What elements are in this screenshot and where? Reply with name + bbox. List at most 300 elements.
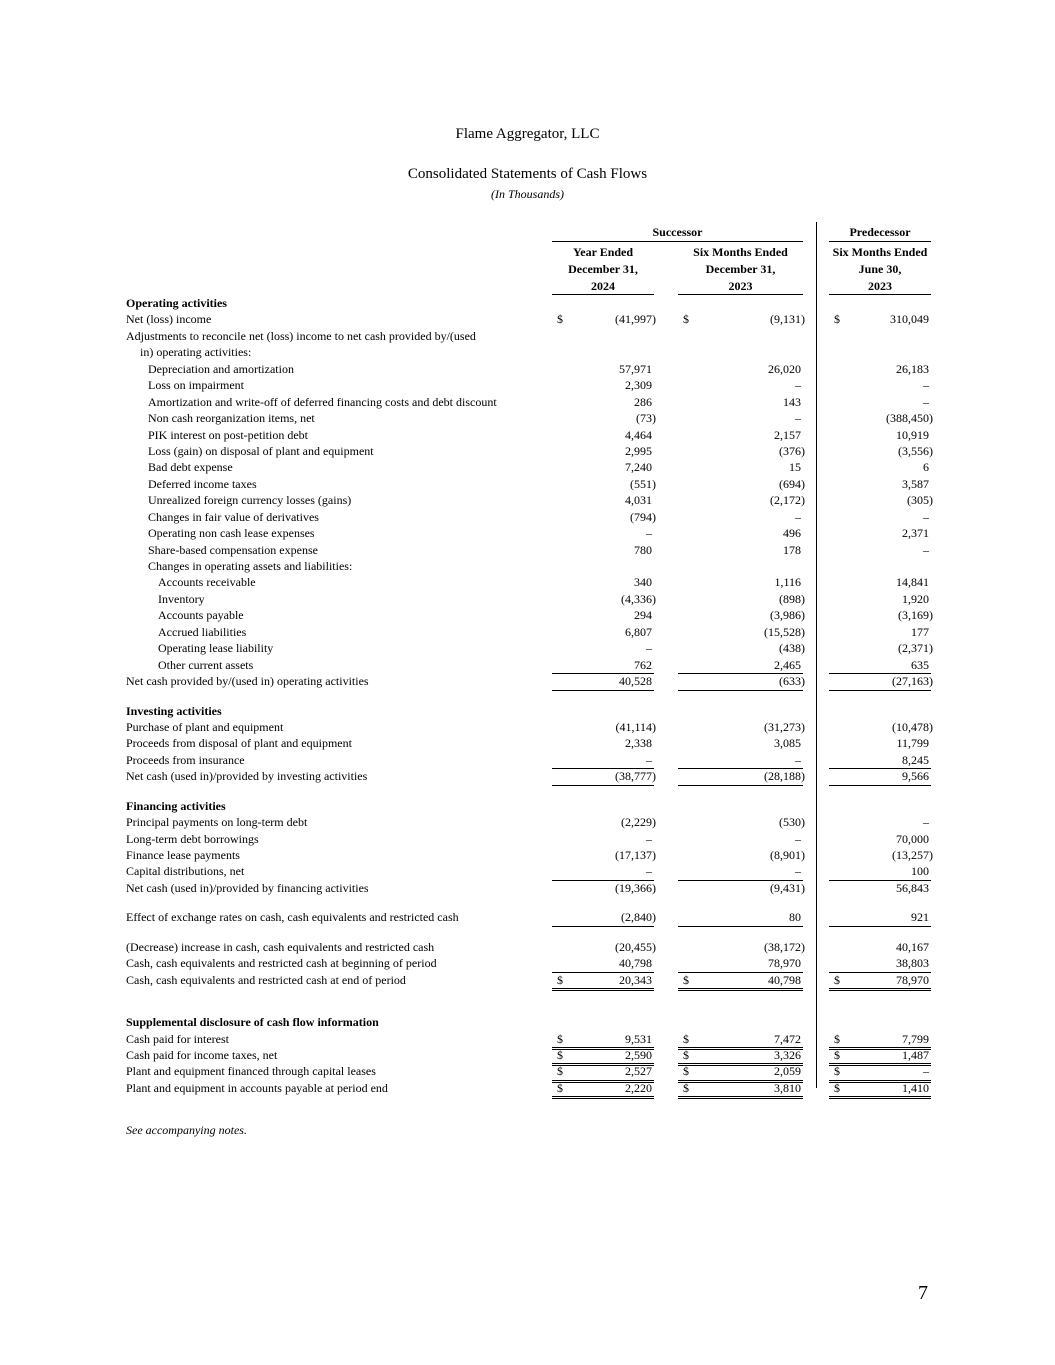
cash-flow-table	[0, 295, 1055, 1139]
cell-value: –	[923, 1064, 929, 1079]
value-cell	[678, 657, 803, 674]
row-label: Share-based compensation expense	[148, 542, 318, 557]
value-cell	[829, 459, 931, 475]
value-cell	[678, 459, 803, 475]
cell-value: –	[923, 378, 929, 393]
value-cell	[678, 361, 803, 377]
table-row	[0, 476, 1055, 492]
table-row	[0, 768, 1055, 784]
value-cell	[829, 410, 931, 426]
spacer	[0, 896, 1055, 909]
dollar-sign: $	[683, 312, 689, 327]
value-cell	[678, 831, 803, 847]
dollar-sign: $	[834, 312, 840, 327]
cell-value: (19,366)	[615, 880, 656, 895]
cell-value: –	[646, 864, 652, 879]
col2-header-line: December 31,	[705, 262, 776, 276]
table-row	[0, 939, 1055, 955]
cell-value: 8,245	[902, 752, 929, 767]
row-label: Amortization and write-off of deferred financing costs and debt discount	[148, 394, 497, 409]
row-label: See accompanying notes.	[126, 1123, 247, 1138]
row-label: Investing activities	[126, 703, 222, 718]
cell-value: 7,472	[774, 1031, 801, 1046]
cell-value: (17,137)	[615, 848, 656, 862]
table-row	[0, 1031, 1055, 1047]
value-cell	[678, 542, 803, 558]
cell-value: 3,326	[774, 1047, 801, 1062]
footnote	[0, 1122, 1055, 1138]
value-cell	[678, 591, 803, 607]
row-label: Depreciation and amortization	[148, 361, 294, 376]
value-cell	[829, 427, 931, 443]
row-label: Accrued liabilities	[158, 624, 247, 639]
value-cell	[552, 657, 654, 674]
cell-value: (388,450)	[886, 411, 933, 426]
section-heading	[0, 798, 1055, 814]
value-cell	[829, 509, 931, 525]
table-row	[0, 311, 1055, 327]
col1-header	[552, 244, 654, 295]
value-cell	[678, 624, 803, 640]
cell-value: –	[923, 394, 929, 409]
table-row	[0, 624, 1055, 640]
dollar-sign: $	[683, 1080, 689, 1095]
value-cell	[829, 939, 931, 955]
value-cell	[829, 640, 931, 656]
successor-underline	[552, 241, 803, 242]
row-label: Net cash provided by/(used in) operating activities	[126, 674, 369, 689]
table-row	[0, 863, 1055, 879]
cell-value: 1,487	[902, 1047, 929, 1062]
row-label: Adjustments to reconcile net (loss) income to net cash provided by/(used	[126, 328, 476, 343]
dollar-sign: $	[683, 1047, 689, 1062]
cell-value: (2,371)	[898, 641, 933, 656]
row-label: Bad debt expense	[148, 460, 233, 475]
value-cell	[552, 476, 654, 492]
dollar-sign: $	[683, 972, 689, 987]
row-label: Changes in fair value of derivatives	[148, 509, 319, 524]
cell-value: –	[646, 831, 652, 846]
cell-value: 10,919	[896, 427, 929, 442]
cell-value: 2,059	[774, 1064, 801, 1079]
dollar-sign: $	[557, 1064, 563, 1079]
cell-value: 6	[923, 460, 929, 475]
row-label: Plant and equipment in accounts payable at period end	[126, 1080, 388, 1095]
dollar-sign: $	[834, 1064, 840, 1079]
value-cell	[829, 542, 931, 558]
value-cell	[552, 640, 654, 656]
row-label: Deferred income taxes	[148, 476, 257, 491]
cell-value: –	[795, 378, 801, 393]
value-cell	[678, 955, 803, 972]
cell-value: 780	[634, 542, 652, 557]
cell-value: (38,172)	[764, 939, 805, 954]
table-row	[0, 735, 1055, 751]
spacer	[0, 926, 1055, 939]
value-cell	[829, 443, 931, 459]
cell-value: (3,169)	[898, 608, 933, 623]
value-cell	[552, 752, 654, 769]
cell-value: (794)	[630, 509, 656, 524]
cell-value: –	[923, 542, 929, 557]
row-label: Capital distributions, net	[126, 864, 245, 879]
cell-value: 2,309	[625, 378, 652, 393]
section-heading	[0, 1014, 1055, 1030]
cell-value: –	[795, 411, 801, 426]
value-cell	[829, 955, 931, 972]
row-label: Operating lease liability	[158, 641, 274, 656]
value-cell	[829, 624, 931, 640]
cell-value: 2,338	[625, 736, 652, 751]
cell-value: (13,257)	[892, 848, 933, 862]
cell-value: 762	[634, 657, 652, 672]
spacer	[0, 690, 1055, 703]
value-cell	[829, 768, 931, 785]
cell-value: 14,841	[896, 575, 929, 590]
value-cell	[552, 909, 654, 926]
cell-value: (9,131)	[770, 312, 805, 327]
table-row	[0, 525, 1055, 541]
page-number: 7	[918, 1282, 928, 1304]
value-cell	[552, 673, 654, 690]
cell-value: 4,031	[625, 493, 652, 508]
value-cell	[829, 311, 931, 327]
cell-value: 78,970	[896, 972, 929, 987]
value-cell	[829, 657, 931, 674]
table-row	[0, 344, 1055, 360]
table-row	[0, 972, 1055, 988]
value-cell	[829, 814, 931, 830]
row-label: Proceeds from insurance	[126, 752, 245, 767]
cell-value: (2,172)	[770, 493, 805, 508]
cell-value: (9,431)	[770, 880, 805, 895]
cell-value: 20,343	[619, 972, 652, 987]
cell-value: 26,183	[896, 361, 929, 376]
cell-value: 15	[789, 460, 801, 475]
cell-value: (38,777)	[615, 769, 656, 784]
value-cell	[552, 492, 654, 508]
table-row	[0, 542, 1055, 558]
value-cell	[829, 607, 931, 623]
col3-header	[823, 244, 937, 295]
row-label: Purchase of plant and equipment	[126, 719, 284, 734]
value-cell	[678, 673, 803, 690]
cell-value: (4,336)	[621, 591, 656, 606]
cell-value: 286	[634, 394, 652, 409]
dollar-sign: $	[683, 1031, 689, 1046]
row-label: in) operating activities:	[140, 345, 252, 360]
dollar-sign: $	[834, 1031, 840, 1046]
value-cell	[678, 525, 803, 541]
row-label: Cash, cash equivalents and restricted cash at end of period	[126, 972, 406, 987]
value-cell	[552, 311, 654, 327]
value-cell	[552, 847, 654, 863]
cell-value: (8,901)	[770, 848, 805, 862]
table-row	[0, 752, 1055, 768]
cell-value: (2,840)	[621, 910, 656, 925]
cell-value: 26,020	[768, 361, 801, 376]
table-row	[0, 880, 1055, 896]
value-cell	[552, 814, 654, 830]
cell-value: 635	[911, 657, 929, 672]
statement-title: Consolidated Statements of Cash Flows	[407, 166, 648, 182]
row-label: Non cash reorganization items, net	[148, 411, 315, 426]
value-cell	[552, 831, 654, 847]
value-cell	[829, 492, 931, 508]
cell-value: 40,167	[896, 939, 929, 954]
row-label: Net cash (used in)/provided by investing activities	[126, 769, 368, 784]
value-cell	[552, 955, 654, 972]
value-cell	[829, 361, 931, 377]
value-cell	[678, 863, 803, 880]
spacer	[0, 1096, 1055, 1109]
value-cell	[678, 768, 803, 785]
value-cell	[678, 880, 803, 896]
cell-value: 7,799	[902, 1031, 929, 1046]
dollar-sign: $	[557, 1080, 563, 1095]
row-label: (Decrease) increase in cash, cash equivalents and restricted cash	[126, 939, 435, 954]
row-label: Operating non cash lease expenses	[148, 526, 315, 541]
section-heading	[0, 703, 1055, 719]
cell-value: (305)	[907, 493, 933, 508]
predecessor-underline	[829, 241, 931, 242]
row-label: Loss (gain) on disposal of plant and equipment	[148, 443, 374, 458]
cell-value: 3,085	[774, 736, 801, 751]
cell-value: 78,970	[768, 956, 801, 971]
value-cell	[829, 574, 931, 590]
table-row	[0, 377, 1055, 393]
value-cell	[552, 735, 654, 751]
cell-value: 178	[783, 542, 801, 557]
cell-value: 2,995	[625, 443, 652, 458]
col3-header-line: Six Months Ended	[832, 245, 928, 259]
value-cell	[829, 525, 931, 541]
value-cell	[552, 427, 654, 443]
row-label: Inventory	[158, 591, 205, 606]
cell-value: (438)	[779, 641, 805, 656]
table-row	[0, 831, 1055, 847]
cell-value: (694)	[779, 476, 805, 491]
cell-value: (31,273)	[764, 719, 805, 734]
cell-value: (376)	[779, 443, 805, 458]
value-cell	[678, 394, 803, 410]
cell-value: –	[923, 509, 929, 524]
value-cell	[678, 752, 803, 769]
row-label: Cash paid for income taxes, net	[126, 1047, 278, 1062]
row-label: Finance lease payments	[126, 848, 240, 862]
cell-value: 310,049	[890, 312, 929, 327]
value-cell	[678, 574, 803, 590]
cell-value: (28,188)	[764, 769, 805, 784]
value-cell	[552, 880, 654, 896]
cell-value: –	[795, 831, 801, 846]
cell-value: 2,527	[625, 1064, 652, 1079]
row-label: Plant and equipment financed through capital leases	[126, 1064, 376, 1079]
spacer	[0, 1001, 1055, 1014]
cell-value: 143	[783, 394, 801, 409]
dollar-sign: $	[557, 312, 563, 327]
table-row	[0, 509, 1055, 525]
cell-value: 3,810	[774, 1080, 801, 1095]
cell-value: 40,798	[619, 956, 652, 971]
row-label: Supplemental disclosure of cash flow information	[126, 1015, 379, 1030]
value-cell	[552, 574, 654, 590]
dollar-sign: $	[557, 972, 563, 987]
value-cell	[552, 525, 654, 541]
cell-value: 496	[783, 526, 801, 541]
cell-value: –	[646, 641, 652, 656]
table-row	[0, 1063, 1055, 1079]
cell-value: 40,528	[619, 674, 652, 689]
cell-value: 1,920	[902, 591, 929, 606]
table-row	[0, 574, 1055, 590]
row-label: Cash, cash equivalents and restricted cash at beginning of period	[126, 956, 437, 971]
value-cell	[829, 863, 931, 880]
cell-value: 100	[911, 864, 929, 879]
cell-value: –	[923, 815, 929, 830]
value-cell	[678, 443, 803, 459]
value-cell	[552, 939, 654, 955]
cell-value: 340	[634, 575, 652, 590]
value-cell	[829, 735, 931, 751]
dollar-sign: $	[834, 1047, 840, 1062]
value-cell	[678, 909, 803, 926]
units-note: (In Thousands)	[490, 187, 564, 201]
cell-value: (3,556)	[898, 443, 933, 458]
dollar-sign: $	[834, 1080, 840, 1095]
cell-value: (633)	[779, 674, 805, 689]
cell-value: –	[795, 752, 801, 767]
col1-header-line: Year Ended	[572, 245, 634, 259]
cell-value: (27,163)	[892, 674, 933, 689]
cell-value: 57,971	[619, 361, 652, 376]
row-label: Effect of exchange rates on cash, cash equivalents and restricted cash	[126, 910, 459, 925]
cell-value: 6,807	[625, 624, 652, 639]
value-cell	[678, 607, 803, 623]
cell-value: –	[795, 864, 801, 879]
table-row	[0, 719, 1055, 735]
value-cell	[678, 410, 803, 426]
dollar-sign: $	[557, 1031, 563, 1046]
value-cell	[678, 640, 803, 656]
value-cell	[829, 831, 931, 847]
table-row	[0, 909, 1055, 925]
table-row	[0, 394, 1055, 410]
col2-header	[672, 244, 809, 295]
value-cell	[678, 476, 803, 492]
cell-value: (10,478)	[892, 719, 933, 734]
cell-value: –	[646, 526, 652, 541]
col3-header-line: 2023	[868, 279, 892, 293]
value-cell	[678, 847, 803, 863]
table-row	[0, 492, 1055, 508]
value-cell	[678, 377, 803, 393]
table-row	[0, 1047, 1055, 1063]
table-row	[0, 814, 1055, 830]
row-label: Other current assets	[158, 657, 254, 672]
value-cell	[829, 591, 931, 607]
company-name: Flame Aggregator, LLC	[455, 126, 600, 142]
table-row	[0, 607, 1055, 623]
col3-header-line: June 30,	[858, 262, 902, 276]
value-cell	[552, 768, 654, 785]
cell-value: (3,986)	[770, 608, 805, 623]
value-cell	[678, 814, 803, 830]
cell-value: (898)	[779, 591, 805, 606]
cell-value: 4,464	[625, 427, 652, 442]
value-cell	[552, 591, 654, 607]
cell-value: (41,997)	[615, 312, 656, 327]
table-row	[0, 955, 1055, 971]
row-label: Accounts payable	[158, 608, 244, 623]
row-label: Loss on impairment	[148, 378, 244, 393]
cell-value: 38,803	[896, 956, 929, 971]
value-cell	[552, 719, 654, 735]
value-cell	[829, 752, 931, 769]
dollar-sign: $	[683, 1064, 689, 1079]
cell-value: (73)	[636, 411, 656, 426]
value-cell	[829, 847, 931, 863]
table-row	[0, 410, 1055, 426]
row-label: PIK interest on post-petition debt	[148, 427, 308, 442]
cell-value: (41,114)	[615, 719, 656, 734]
cell-value: (551)	[630, 476, 656, 491]
row-label: Accounts receivable	[158, 575, 256, 590]
dollar-sign: $	[834, 972, 840, 987]
cell-value: 2,371	[902, 526, 929, 541]
successor-header: Successor	[652, 225, 703, 239]
cell-value: 2,220	[625, 1080, 652, 1095]
cell-value: (20,455)	[615, 939, 656, 954]
row-label: Principal payments on long-term debt	[126, 815, 308, 830]
value-cell	[552, 624, 654, 640]
value-cell	[829, 909, 931, 926]
cell-value: 70,000	[896, 831, 929, 846]
spacer	[0, 1109, 1055, 1122]
row-label: Operating activities	[126, 296, 227, 310]
cell-value: 1,410	[902, 1080, 929, 1095]
row-label: Unrealized foreign currency losses (gains)	[148, 493, 352, 508]
value-cell	[829, 719, 931, 735]
row-label: Changes in operating assets and liabilities:	[148, 559, 353, 573]
cell-value: 40,798	[768, 972, 801, 987]
table-row	[0, 427, 1055, 443]
cell-value: 3,587	[902, 476, 929, 491]
table-row	[0, 361, 1055, 377]
cell-value: 56,843	[896, 880, 929, 895]
col1-header-line: December 31,	[568, 262, 638, 276]
cell-value: 7,240	[625, 460, 652, 475]
row-label: Cash paid for interest	[126, 1031, 229, 1046]
col2-header-line: 2023	[728, 279, 753, 293]
spacer	[0, 988, 1055, 1001]
value-cell	[552, 394, 654, 410]
row-label: Financing activities	[126, 798, 226, 813]
value-cell	[552, 459, 654, 475]
value-cell	[552, 443, 654, 459]
row-label: Proceeds from disposal of plant and equipment	[126, 736, 352, 751]
row-label: Net (loss) income	[126, 312, 212, 327]
cell-value: (15,528)	[764, 624, 805, 639]
cell-value: 9,566	[902, 769, 929, 784]
value-cell	[552, 509, 654, 525]
section-heading	[0, 295, 1055, 311]
cell-value: 2,465	[774, 657, 801, 672]
table-row	[0, 591, 1055, 607]
spacer	[0, 785, 1055, 798]
cell-value: (2,229)	[621, 815, 656, 830]
cell-value: 9,531	[625, 1031, 652, 1046]
